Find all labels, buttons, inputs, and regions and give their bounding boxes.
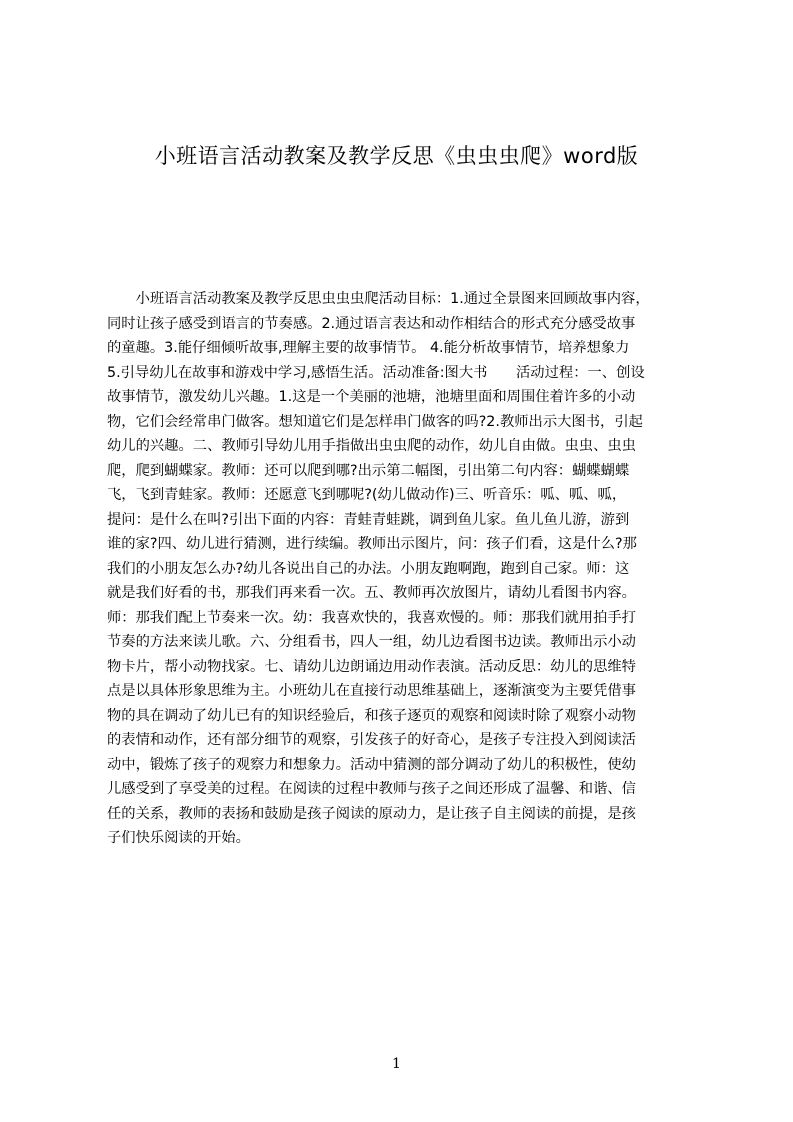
text-line: 同时让孩子感受到语言的节奏感。2.通过语言表达和动作相结合的形式充分感受故事 (107, 315, 636, 332)
text-line: 点是以具体形象思维为主。小班幼儿在直接行动思维基础上，逐渐演变为主要凭借事 (107, 683, 636, 699)
text-line: 任的关系，教师的表扬和鼓励是孩子阅读的原动力，是让孩子自主阅读的前提，是孩 (107, 805, 636, 822)
page-number: 1 (392, 1056, 401, 1072)
text-line: 故事情节，激发幼儿兴趣。1.这是一个美丽的池塘，池塘里面和周围住着许多的小动 (107, 389, 636, 405)
text-line: 幼儿的兴趣。二、教师引导幼儿用手指做出虫虫爬的动作，幼儿自由做。虫虫、虫虫 (107, 438, 636, 454)
text-line: 节奏的方法来读儿歌。六、分组看书，四人一组，幼儿边看图书边读。教师出示小动 (107, 634, 636, 650)
text-line: 师：那我们配上节奏来一次。幼：我喜欢快的，我喜欢慢的。师：那我们就用拍手打 (107, 609, 636, 626)
text-line: 爬，爬到蝴蝶家。教师：还可以爬到哪?出示第二幅图，引出第二句内容：蝴蝶蝴蝶 (107, 462, 630, 479)
text-line: 的童趣。3.能仔细倾听故事,理解主要的故事情节。 4.能分析故事情节，培养想象力 (107, 340, 630, 356)
text-line: 儿感受到了享受美的过程。在阅读的过程中教师与孩子之间还形成了温馨、和谐、信 (107, 781, 636, 797)
text-line: 物卡片，帮小动物找家。七、请幼儿边朗诵边用动作表演。活动反思：幼儿的思维特 (107, 658, 636, 675)
text-line: 的表情和动作，还有部分细节的观察，引发孩子的好奇心，是孩子专注投入到阅读活 (107, 732, 636, 748)
text-line: 动中，锻炼了孩子的观察力和想象力。活动中猜测的部分调动了幼儿的积极性，使幼 (107, 756, 636, 773)
text-line: 小班语言活动教案及教学反思虫虫虫爬活动目标：1.通过全景图来回顾故事内容， (107, 291, 650, 307)
text-line: 就是我们好看的书，那我们再来看一次。五、教师再次放图片，请幼儿看图书内容。 (107, 585, 636, 601)
text-line: 物的具在调动了幼儿已有的知识经验后，和孩子逐页的观察和阅读时除了观察小动物 (107, 707, 636, 724)
text-line: 我们的小朋友怎么办?幼儿各说出自己的办法。小朋友跑啊跑，跑到自己家。师：这 (107, 560, 630, 577)
body-paragraph (107, 287, 699, 851)
text-line: 飞，飞到青蛙家。教师：还愿意飞到哪呢?(幼儿做动作)三、听音乐：呱、呱、呱， (107, 487, 627, 503)
text-line: 提问：是什么在叫?引出下面的内容：青蛙青蛙跳，调到鱼儿家。鱼儿鱼儿游，游到 (107, 511, 630, 528)
text-line: 物，它们会经常串门做客。想知道它们是怎样串门做客的吗?2.教师出示大图书，引起 (107, 413, 643, 430)
text-line: 子们快乐阅读的开始。 (107, 830, 250, 846)
text-line: 5.引导幼儿在故事和游戏中学习,感悟生活。活动准备:图大书 活动过程：一、创设 (107, 364, 645, 381)
text-line: 谁的家?四、幼儿进行猜测，进行续编。教师出示图片，问：孩子们看，这是什么?那 (107, 536, 637, 552)
document-title: 小班语言活动教案及教学反思《虫虫虫爬》word版 (154, 144, 639, 168)
